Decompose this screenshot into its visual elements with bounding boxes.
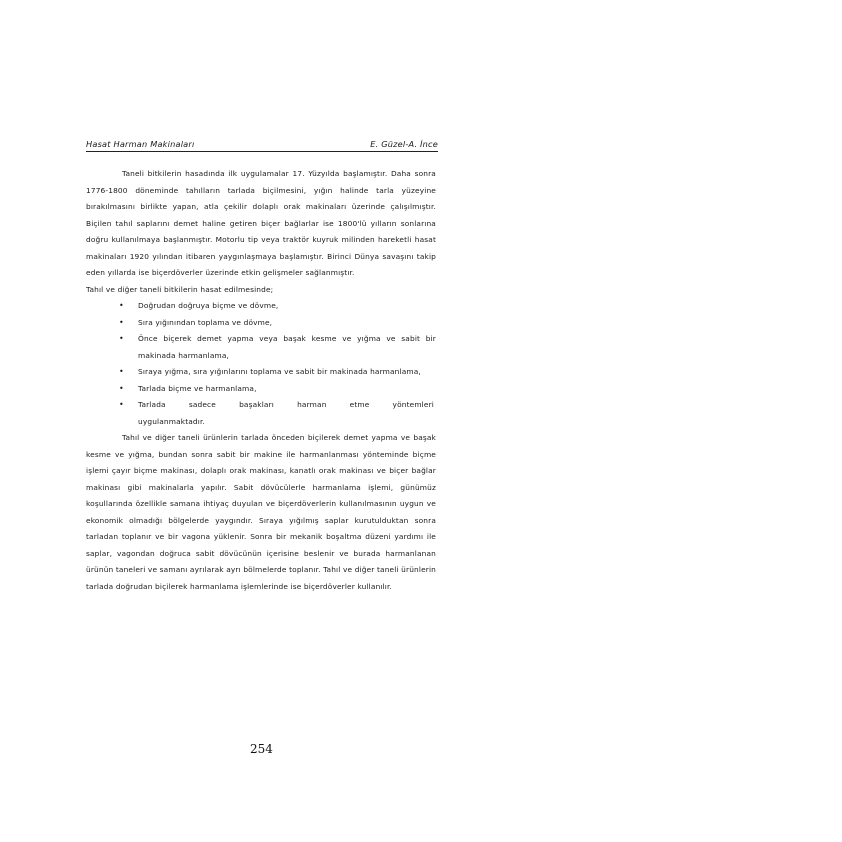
paragraph-intro: Tahıl ve diğer taneli bitkilerin hasat edilmesinde; <box>86 284 274 294</box>
bullet-icon: • <box>119 367 124 376</box>
harvest-methods-list <box>86 298 436 430</box>
word: harman <box>297 400 327 409</box>
header-authors: E. Güzel-A. İnce <box>370 139 438 149</box>
word: Tarlada <box>138 400 166 409</box>
list-item <box>119 397 436 430</box>
list-item-text: Doğrudan doğruya biçme ve dövme, <box>138 301 279 310</box>
word: sadece <box>188 400 216 409</box>
list-item-text: Tarlada biçme ve harmanlama, <box>138 383 257 393</box>
list-item-text: Önce biçerek demet yapma veya başak kesme ve yığma ve sabit bir makinada harmanlama, <box>138 334 436 360</box>
body-text <box>86 166 436 595</box>
word: başakları <box>239 400 274 409</box>
running-header <box>86 139 438 152</box>
list-item-text: Sıra yığınından toplama ve dövme, <box>138 317 273 327</box>
word: etme <box>349 400 370 409</box>
list-item-spread-line <box>138 397 434 414</box>
list-item <box>119 381 436 398</box>
bullet-icon: • <box>119 334 124 343</box>
list-item <box>119 315 436 332</box>
list-item-text: Sıraya yığma, sıra yığınlarını toplama ve sabit bir makinada harmanlama, <box>138 367 421 376</box>
paragraph-harvest-process: Tahıl ve diğer taneli ürünlerin tarlada önceden biçilerek demet yapma ve başak kesme ve yığma, bundan sonra sabit bir makine ile harmanlanması yönteminde biçme işlemi çayır biçme makinası, dolaplı orak makinası, kanatlı orak makinası ve biçer bağlar makinası gibi makinalarla yapılır. Sabit dövücülerle harmanlama işlemi, günümüz koşullarında özellikle samana ihtiyaç duyulan ve biçerdöverlerin kullanılmasının uygun ve ekonomik olmadığı bölgelerde yaygındır. Sıraya yığılmış saplar kurutulduktan sonra tarladan toplanır ve bir vagona yüklenir. Sonra bir mekanik boşaltma düzeni yardımı ile saplar, vagondan doğruca sabit dövücünün içerisine beslenir ve burada harmanlanan ürünün taneleri ve samanı ayrılarak ayrı bölmelerde toplanır. Tahıl ve diğer taneli ürünlerin tarlada doğrudan biçilerek harmanlama işlemlerinde ise biçerdöverler kullanılır. <box>86 433 436 591</box>
bullet-icon: • <box>119 400 124 409</box>
bullet-icon: • <box>119 317 124 327</box>
paragraph-history: Taneli bitkilerin hasadında ilk uygulamalar 17. Yüzyılda başlamıştır. Daha sonra 1776-1800 döneminde tahılların tarlada biçilmesini, yığın halinde tarla yüzeyine bırakılmasını birlikte yapan, atla çekilir dolaplı orak makinaları üzerinde çalışılmıştır. Biçilen tahıl saplarını demet haline getiren biçer bağlarlar ise 1800'lü yılların sonlarına doğru kullanılmaya başlanmıştır. Motorlu tip veya traktör kuyruk milinden hareketli hasat makinaları 1920 yılından itibaren yaygınlaşmaya başlamıştır. Birinci Dünya savaşını takip eden yıllarda ise biçerdöverler üzerinde etkin gelişmeler sağlanmıştır. <box>86 169 436 277</box>
header-book-title: Hasat Harman Makinaları <box>86 139 195 149</box>
word: yöntemleri <box>392 400 434 409</box>
page-number: 254 <box>250 742 273 756</box>
list-item <box>119 331 436 364</box>
list-item <box>119 364 436 381</box>
list-item-text-end: uygulanmaktadır. <box>138 416 205 426</box>
bullet-icon: • <box>119 301 124 310</box>
list-item <box>119 298 436 315</box>
bullet-icon: • <box>119 383 124 393</box>
